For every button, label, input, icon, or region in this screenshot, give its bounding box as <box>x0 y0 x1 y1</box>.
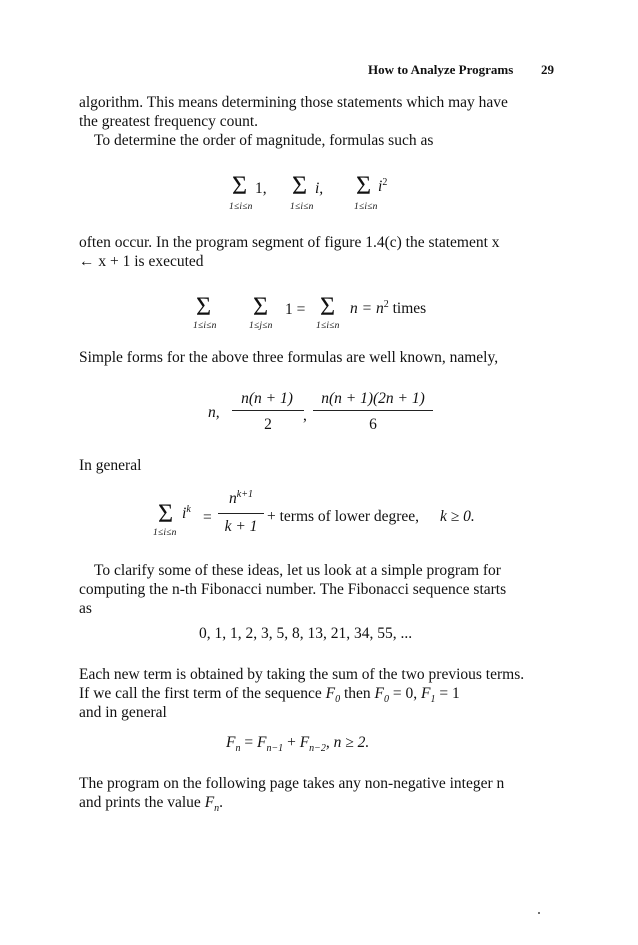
general-num-n: n <box>229 490 237 508</box>
sum2-subscript: 1≤i≤n <box>290 202 314 212</box>
inner-subscript: 1≤j≤n <box>249 321 273 331</box>
para1-line3: To determine the order of magnitude, formulas such as <box>94 132 434 149</box>
rec-Fn2: $F_{n-2}$ <box>299 734 326 755</box>
outer-subscript: 1≤i≤n <box>193 321 217 331</box>
frac1-numerator <box>232 391 302 407</box>
general-tail: + terms of lower degree, <box>267 508 420 525</box>
general-subscript: 1≤i≤n <box>153 528 177 538</box>
general-equals: = <box>203 509 212 526</box>
general-bar <box>218 513 264 514</box>
para7-line1: The program on the following page takes any non-negative integer n <box>79 775 505 792</box>
frac1-num-text: n(n + 1) <box>241 390 293 407</box>
rec-eq: = <box>244 734 254 751</box>
sum3-exponent: 2 <box>382 177 388 188</box>
sigma-3: Σ <box>356 171 372 200</box>
fibonacci-sequence: 0, 1, 1, 2, 3, 5, 8, 13, 21, 34, 55, ... <box>199 625 413 642</box>
para4-line1: In general <box>79 457 142 474</box>
para7-Fn: $F_n$ <box>204 794 220 815</box>
para6-line2c: = 0, <box>392 685 418 702</box>
general-num-exp: k+1 <box>236 489 253 500</box>
para6-line2b: then <box>343 685 371 702</box>
sum3-term <box>378 178 387 195</box>
sigma-general: Σ <box>158 499 174 528</box>
rec-tail: , n ≥ 2. <box>325 734 370 751</box>
para6-line2 <box>79 686 559 705</box>
para6-line1: Each new term is obtained by taking the sum of the two previous terms. <box>79 666 525 683</box>
para6-F1: $F_1$ <box>420 685 436 706</box>
page-number: 29 <box>541 62 554 77</box>
fibonacci-recurrence <box>226 735 369 754</box>
sum3-subscript: 1≤i≤n <box>354 202 378 212</box>
para7-line2: and prints the value $F_n$. <box>79 794 224 815</box>
closed-comma: , <box>303 407 307 424</box>
para5-line1: To clarify some of these ideas, let us look at a simple program for <box>94 562 501 579</box>
double-sum-rhs <box>350 300 426 317</box>
double-sum-mid: 1 = <box>285 301 306 318</box>
sigma-1: Σ <box>232 171 248 200</box>
frac1-bar <box>232 410 304 411</box>
para2-line2: ← x + 1 is executed <box>79 253 204 270</box>
sum1-term: 1, <box>255 180 267 197</box>
para3-line1: Simple forms for the above three formulas are well known, namely, <box>79 349 499 366</box>
rec-Fn1: $F_{n-1}$ <box>256 734 284 755</box>
rec-Fn: $F_n$ <box>226 734 241 755</box>
para5-line3: as <box>79 600 92 617</box>
rhs-exponent: 2 <box>383 299 389 310</box>
para6-line2a: If we call the first term of the sequence <box>79 685 322 702</box>
sum2-term: i, <box>315 180 324 197</box>
rec-plus: + <box>287 734 296 751</box>
frac2-denominator: 6 <box>369 416 377 433</box>
para6-F0a: $F_0$ <box>325 685 341 706</box>
general-condition: k ≥ 0. <box>440 508 475 525</box>
para7-line2-text: and prints the value <box>79 794 201 811</box>
scan-speck <box>538 912 540 914</box>
para5-line2: computing the n-th Fibonacci number. The Fibonacci sequence starts <box>79 581 507 598</box>
sigma-2: Σ <box>292 171 308 200</box>
frac2-num-text: n(n + 1)(2n + 1) <box>321 390 425 407</box>
general-i: i <box>182 505 187 523</box>
para1-line1: algorithm. This means determining those statements which may have <box>79 94 508 111</box>
rhs-times: times <box>392 300 427 318</box>
para6-line3: and in general <box>79 704 167 721</box>
frac2-bar <box>313 410 433 411</box>
para6-F0b: $F_0$ <box>374 685 389 706</box>
general-k: k <box>186 504 191 515</box>
para2-line1: often occur. In the program segment of figure 1.4(c) the statement x <box>79 234 500 251</box>
para6-line2d: = 1 <box>439 685 460 702</box>
rhs-subscript: 1≤i≤n <box>316 321 340 331</box>
rhs-text: n = n <box>350 300 384 318</box>
para1-line2: the greatest frequency count. <box>79 113 259 130</box>
general-denominator: k + 1 <box>224 518 258 535</box>
sum3-var: i <box>378 178 383 196</box>
sum1-subscript: 1≤i≤n <box>229 202 253 212</box>
sigma-outer: Σ <box>196 292 212 321</box>
general-numerator <box>218 490 264 507</box>
closed-n: n, <box>208 404 220 421</box>
sigma-inner: Σ <box>253 292 269 321</box>
frac2-numerator <box>313 391 433 407</box>
general-lhs <box>182 505 191 522</box>
sigma-rhs: Σ <box>320 292 336 321</box>
running-header: How to Analyze Programs <box>368 62 514 77</box>
frac1-denominator: 2 <box>264 416 272 433</box>
